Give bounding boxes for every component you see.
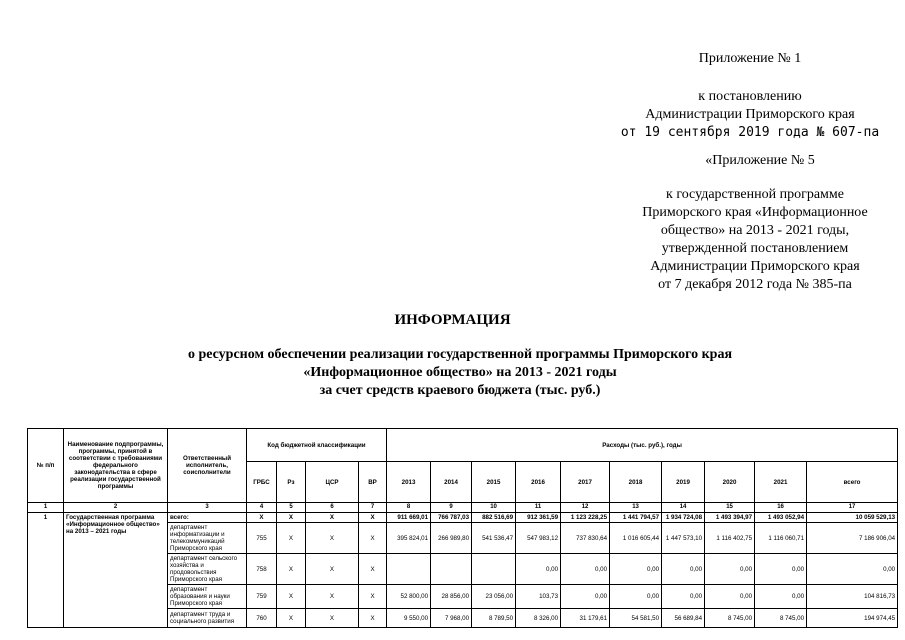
rz-cell: Х <box>277 585 306 609</box>
grbs-cell: Х <box>247 513 277 523</box>
header-year: 2016 <box>516 462 561 503</box>
header-year: 2020 <box>705 462 755 503</box>
appendix-1-line: к постановлению <box>698 89 802 104</box>
value-cell: 8 326,00 <box>516 609 561 628</box>
value-cell: 766 787,03 <box>431 513 472 523</box>
value-cell: 0,00 <box>662 585 705 609</box>
rz-cell: Х <box>277 554 306 585</box>
value-cell: 737 830,64 <box>561 523 610 554</box>
column-number: 11 <box>516 503 561 513</box>
value-cell: 1 116 060,71 <box>755 523 807 554</box>
value-cell <box>387 554 431 585</box>
vr-cell: Х <box>359 585 387 609</box>
resource-table <box>27 428 898 628</box>
header-year: 2018 <box>610 462 662 503</box>
value-cell: 541 536,47 <box>472 523 516 554</box>
header-total: всего <box>807 462 898 503</box>
grbs-cell: 759 <box>247 585 277 609</box>
column-number: 16 <box>755 503 807 513</box>
column-number: 4 <box>247 503 277 513</box>
header-year: 2021 <box>755 462 807 503</box>
vr-cell: Х <box>359 513 387 523</box>
value-cell: 31 179,61 <box>561 609 610 628</box>
appendix-1-body <box>620 88 880 142</box>
column-number: 10 <box>472 503 516 513</box>
value-cell: 395 824,01 <box>387 523 431 554</box>
appendix-5-line: утвержденной постановлением <box>661 241 849 256</box>
value-cell: 8 745,00 <box>705 609 755 628</box>
rz-cell: Х <box>277 609 306 628</box>
value-cell: 10 059 529,13 <box>807 513 898 523</box>
header-year: 2015 <box>472 462 516 503</box>
value-cell: 0,00 <box>662 554 705 585</box>
value-cell: 1 016 605,44 <box>610 523 662 554</box>
value-cell: 7 186 906,04 <box>807 523 898 554</box>
vr-cell: Х <box>359 609 387 628</box>
vr-cell: Х <box>359 523 387 554</box>
value-cell: 194 974,45 <box>807 609 898 628</box>
appendix-5-line: Администрации Приморского края <box>650 259 860 274</box>
appendix-1-date: от 19 сентября 2019 года № 607-па <box>620 125 880 140</box>
value-cell: 1 123 228,25 <box>561 513 610 523</box>
value-cell <box>472 554 516 585</box>
column-number: 8 <box>387 503 431 513</box>
header-grbs: ГРБС <box>247 462 277 503</box>
executor-cell: департамент труда и социального развития <box>168 609 247 628</box>
column-number: 6 <box>306 503 359 513</box>
value-cell: 1 447 573,10 <box>662 523 705 554</box>
column-number: 17 <box>807 503 898 513</box>
table-row <box>28 513 898 523</box>
header-year: 2019 <box>662 462 705 503</box>
column-number: 3 <box>168 503 247 513</box>
executor-cell: всего: <box>168 513 247 523</box>
column-number-row <box>28 503 898 513</box>
value-cell: 1 493 052,94 <box>755 513 807 523</box>
csr-cell: Х <box>306 513 359 523</box>
value-cell: 0,00 <box>561 585 610 609</box>
value-cell: 0,00 <box>705 554 755 585</box>
column-number: 12 <box>561 503 610 513</box>
header-csr: ЦСР <box>306 462 359 503</box>
column-number: 14 <box>662 503 705 513</box>
value-cell: 547 983,12 <box>516 523 561 554</box>
header-rz: Рз <box>277 462 306 503</box>
column-number: 15 <box>705 503 755 513</box>
value-cell: 1 934 724,08 <box>662 513 705 523</box>
value-cell: 0,00 <box>516 554 561 585</box>
csr-cell: Х <box>306 609 359 628</box>
value-cell: 0,00 <box>610 554 662 585</box>
appendix-5-body <box>610 186 900 294</box>
column-number: 5 <box>277 503 306 513</box>
value-cell: 8 789,50 <box>472 609 516 628</box>
rz-cell: Х <box>277 513 306 523</box>
column-number: 1 <box>28 503 64 513</box>
value-cell: 52 800,00 <box>387 585 431 609</box>
value-cell: 104 816,73 <box>807 585 898 609</box>
executor-cell: департамент информатизации и телекоммуникаций Приморского края <box>168 523 247 554</box>
value-cell: 911 669,01 <box>387 513 431 523</box>
executor-cell: департамент образования и науки Приморского края <box>168 585 247 609</box>
vr-cell: Х <box>359 554 387 585</box>
document-title: ИНФОРМАЦИЯ <box>394 312 511 328</box>
header-num: № п/п <box>28 429 64 503</box>
table-header-row <box>28 429 898 462</box>
appendix-5-line: к государственной программе <box>666 187 844 202</box>
grbs-cell: 758 <box>247 554 277 585</box>
appendix-1-title: Приложение № 1 <box>698 51 802 66</box>
value-cell: 912 361,59 <box>516 513 561 523</box>
header-expenses: Расходы (тыс. руб.), годы <box>387 429 898 462</box>
value-cell <box>431 554 472 585</box>
grbs-cell: 760 <box>247 609 277 628</box>
grbs-cell: 755 <box>247 523 277 554</box>
header-year: 2013 <box>387 462 431 503</box>
value-cell: 0,00 <box>755 554 807 585</box>
appendix-5-title: «Приложение № 5 <box>705 153 815 168</box>
value-cell: 0,00 <box>561 554 610 585</box>
value-cell: 0,00 <box>610 585 662 609</box>
header-program-name: Наименование подпрограммы, программы, принятой в соответствии с требованиями федерального законодательства в сфере реализации государственной программы <box>64 429 168 503</box>
value-cell: 54 581,50 <box>610 609 662 628</box>
executor-cell: департамент сельского хозяйства и продовольствия Приморского края <box>168 554 247 585</box>
column-number: 13 <box>610 503 662 513</box>
value-cell: 28 856,00 <box>431 585 472 609</box>
rz-cell: Х <box>277 523 306 554</box>
appendix-1-line: Администрации Приморского края <box>645 107 855 122</box>
column-number: 2 <box>64 503 168 513</box>
value-cell: 0,00 <box>807 554 898 585</box>
header-year: 2014 <box>431 462 472 503</box>
csr-cell: Х <box>306 554 359 585</box>
value-cell: 0,00 <box>705 585 755 609</box>
appendix-5-line: Приморского края «Информационное <box>642 205 868 220</box>
value-cell: 1 441 794,57 <box>610 513 662 523</box>
column-number: 7 <box>359 503 387 513</box>
appendix-5-line: общество» на 2013 - 2021 годы, <box>660 223 850 238</box>
value-cell: 8 745,00 <box>755 609 807 628</box>
document-subtitle <box>150 346 770 400</box>
header-vr: ВР <box>359 462 387 503</box>
column-number: 9 <box>431 503 472 513</box>
header-year: 2017 <box>561 462 610 503</box>
subtitle-line: о ресурсном обеспечении реализации государственной программы Приморского края <box>187 347 733 362</box>
program-name: Государственная программа «Информационное общество» на 2013 – 2021 годы <box>64 513 168 628</box>
row-number: 1 <box>28 513 64 628</box>
value-cell: 9 550,00 <box>387 609 431 628</box>
value-cell: 1 116 402,75 <box>705 523 755 554</box>
subtitle-line: «Информационное общество» на 2013 - 2021 годы <box>303 365 617 380</box>
csr-cell: Х <box>306 523 359 554</box>
header-budget-code: Код бюджетной классификации <box>247 429 387 462</box>
value-cell: 56 689,84 <box>662 609 705 628</box>
csr-cell: Х <box>306 585 359 609</box>
value-cell: 0,00 <box>755 585 807 609</box>
value-cell: 1 493 394,97 <box>705 513 755 523</box>
value-cell: 103,73 <box>516 585 561 609</box>
header-executor: Ответственный исполнитель, соисполнители <box>168 429 247 503</box>
value-cell: 7 968,00 <box>431 609 472 628</box>
appendix-5-line: от 7 декабря 2012 года № 385-па <box>658 277 852 292</box>
value-cell: 23 056,00 <box>472 585 516 609</box>
subtitle-line: за счет средств краевого бюджета (тыс. руб.) <box>319 383 601 398</box>
value-cell: 882 516,69 <box>472 513 516 523</box>
value-cell: 266 989,80 <box>431 523 472 554</box>
